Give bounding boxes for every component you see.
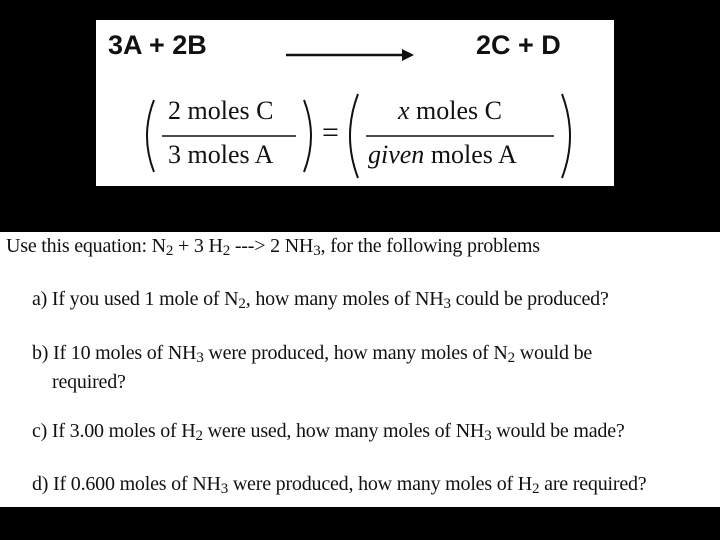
- right-numerator: x moles C: [398, 96, 502, 125]
- problem-b-continued: required?: [52, 371, 126, 393]
- x-variable: x: [398, 96, 410, 125]
- problem-panel: [0, 232, 720, 507]
- problem-b: b) If 10 moles of $NH_3$ were produced, how many moles of $N_2$ would be: [32, 342, 593, 366]
- reactants-text: 3A + 2B: [108, 30, 207, 60]
- products-text: 2C + D: [476, 30, 561, 60]
- problem-d: d) If 0.600 moles of $NH_3$ were produced, how many moles of $H_2$ are required?: [32, 473, 647, 497]
- instructions: Use this equation: $N_2 + 3$ $H_2$ ---> 2 $NH_3$, for the following problems: [6, 235, 540, 259]
- right-denominator: given moles A: [368, 140, 517, 169]
- given-variable: given: [368, 140, 425, 169]
- equation-panel: [96, 20, 614, 186]
- problem-c: c) If 3.00 moles of $H_2$ were used, how many moles of $NH_3$ would be made?: [32, 420, 625, 444]
- left-numerator: 2 moles C: [168, 96, 274, 125]
- problem-a: a) If you used 1 mole of $N_2$, how many moles of $NH_3$ could be produced?: [32, 288, 609, 312]
- equals-sign: =: [322, 116, 339, 149]
- left-denominator: 3 moles A: [168, 140, 274, 169]
